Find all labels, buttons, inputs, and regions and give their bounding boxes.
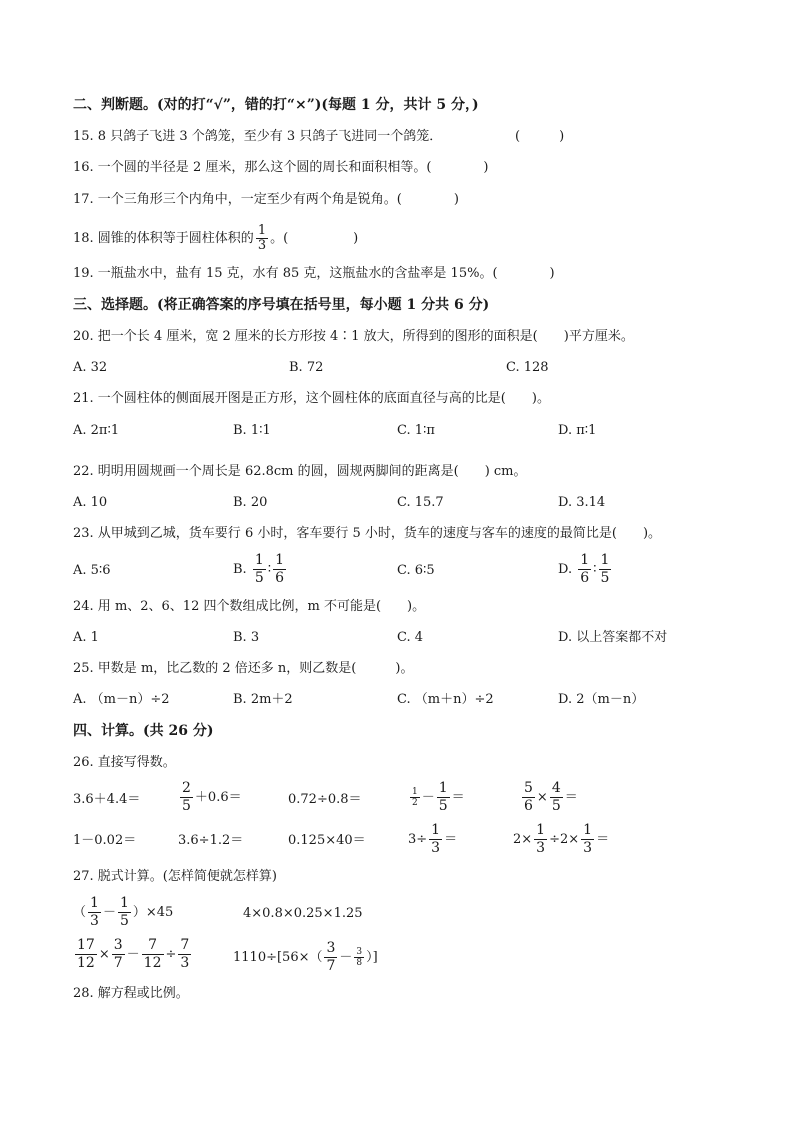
section-4-title: 四、计算。(共 26 分) xyxy=(73,723,214,739)
q25-option-c: C. （m＋n）÷2 xyxy=(397,692,494,707)
mental-math-r1-c5: $\frac{5}{6}$ × $\frac{4}{5}$ ＝ xyxy=(524,780,578,814)
mental-math-r1-c1: 3.6＋4.4＝ xyxy=(73,792,141,807)
question-18 xyxy=(73,224,358,253)
q23-option-b: B. $\frac{1}{5}$ ∶ $\frac{1}{6}$ xyxy=(233,552,285,586)
q23-option-d: D. $\frac{1}{6}$ ∶ $\frac{1}{5}$ xyxy=(558,552,610,586)
q21-option-c: C. 1∶π xyxy=(397,423,435,438)
question-24: 24. 用 m、2、6、12 四个数组成比例，m 不可能是( )。 xyxy=(73,599,426,614)
question-19: 19. 一瓶盐水中，盐有 15 克，水有 85 克，这瓶盐水的含盐率是 15%。( ) xyxy=(73,266,555,281)
q24-option-d: D. 以上答案都不对 xyxy=(558,630,668,645)
question-18-text: 18. 圆锥的体积等于圆柱体积的 xyxy=(73,231,254,246)
q21-option-a: A. 2π∶1 xyxy=(73,423,120,438)
fraction-one-third: $\frac{1}{3}$ xyxy=(257,223,267,253)
q20-option-c: C. 128 xyxy=(506,360,549,375)
fraction-one-sixth: $\frac{1}{6}$ xyxy=(275,552,285,586)
mental-math-r2-c1: 1－0.02＝ xyxy=(73,833,137,848)
expression-2: 4×0.8×0.25×1.25 xyxy=(243,906,363,921)
q22-option-c: C. 15.7 xyxy=(397,495,444,510)
question-23: 23. 从甲城到乙城，货车要行 6 小时，客车要行 5 小时，货车的速度与客车的速度的最简比是( )。 xyxy=(73,526,662,541)
q20-option-b: B. 72 xyxy=(289,360,324,375)
question-25: 25. 甲数是 m，比乙数的 2 倍还多 n，则乙数是( )。 xyxy=(73,661,414,676)
fraction-one-fifth: $\frac{1}{5}$ xyxy=(600,552,610,586)
q22-option-b: B. 20 xyxy=(233,495,268,510)
q25-option-a: A. （m－n）÷2 xyxy=(73,692,170,707)
question-27: 27. 脱式计算。(怎样简便就怎样算) xyxy=(73,869,277,884)
mental-math-r1-c4: $\frac{1}{2}$ － $\frac{1}{5}$ ＝ xyxy=(412,780,465,814)
question-15: 15. 8 只鸽子飞进 3 个鸽笼，至少有 3 只鸽子飞进同一个鸽笼． xyxy=(73,129,443,144)
question-17: 17. 一个三角形三个内角中，一定至少有两个角是锐角。( ) xyxy=(73,192,459,207)
question-15-answer-paren: ( ) xyxy=(515,129,565,144)
mental-math-r1-c3: 0.72÷0.8＝ xyxy=(288,792,362,807)
question-26: 26. 直接写得数。 xyxy=(73,755,176,770)
expression-3: $\frac{17}{12}$ × $\frac{3}{7}$ － $\frac{7}{12}$ ÷ $\frac{7}{3}$ xyxy=(77,937,190,971)
expression-4: 1110÷[56×（ $\frac{3}{7}$ － $\frac{3}{8}$ ）] xyxy=(233,940,378,974)
fraction-one-fifth: $\frac{1}{5}$ xyxy=(254,552,264,586)
q24-option-c: C. 4 xyxy=(397,630,424,645)
section-3-title: 三、选择题。(将正确答案的序号填在括号里，每小题 1 分共 6 分) xyxy=(73,297,490,313)
question-21: 21. 一个圆柱体的侧面展开图是正方形，这个圆柱体的底面直径与高的比是( )。 xyxy=(73,391,550,406)
question-28: 28. 解方程或比例。 xyxy=(73,986,189,1001)
question-20: 20. 把一个长 4 厘米，宽 2 厘米的长方形按 4∶1 放大，所得到的图形的面积是( )平方厘米。 xyxy=(73,329,634,344)
q23-option-a: A. 5∶6 xyxy=(73,563,111,578)
mental-math-r2-c5: 2× $\frac{1}{3}$ ÷2× $\frac{1}{3}$ ＝ xyxy=(513,822,610,856)
q25-option-b: B. 2m＋2 xyxy=(233,692,293,707)
mental-math-r2-c2: 3.6÷1.2＝ xyxy=(178,833,244,848)
question-22: 22. 明明用圆规画一个周长是 62.8cm 的圆，圆规两脚间的距离是( ) cm。 xyxy=(73,464,527,479)
q25-option-d: D. 2（m－n） xyxy=(558,692,645,707)
mental-math-r2-c3: 0.125×40＝ xyxy=(288,833,366,848)
q21-option-d: D. π∶1 xyxy=(558,423,597,438)
q21-option-b: B. 1∶1 xyxy=(233,423,271,438)
mental-math-r1-c2: $\frac{2}{5}$ ＋0.6＝ xyxy=(182,780,242,814)
section-2-title: 二、判断题。(对的打“√”，错的打“×”)(每题 1 分，共计 5 分，) xyxy=(73,97,479,113)
question-18-paren: 。( ) xyxy=(270,231,359,246)
question-16: 16. 一个圆的半径是 2 厘米，那么这个圆的周长和面积相等。( ) xyxy=(73,160,489,175)
q22-option-d: D. 3.14 xyxy=(558,495,606,510)
expression-1: （ $\frac{1}{3}$ － $\frac{1}{5}$ ）×45 xyxy=(73,895,174,929)
fraction-one-sixth: $\frac{1}{6}$ xyxy=(580,552,590,586)
q24-option-a: A. 1 xyxy=(73,630,99,645)
q24-option-b: B. 3 xyxy=(233,630,260,645)
q20-option-a: A. 32 xyxy=(73,360,108,375)
q23-option-c: C. 6∶5 xyxy=(397,563,435,578)
q22-option-a: A. 10 xyxy=(73,495,108,510)
mental-math-r2-c4: 3÷ $\frac{1}{3}$ ＝ xyxy=(408,822,458,856)
